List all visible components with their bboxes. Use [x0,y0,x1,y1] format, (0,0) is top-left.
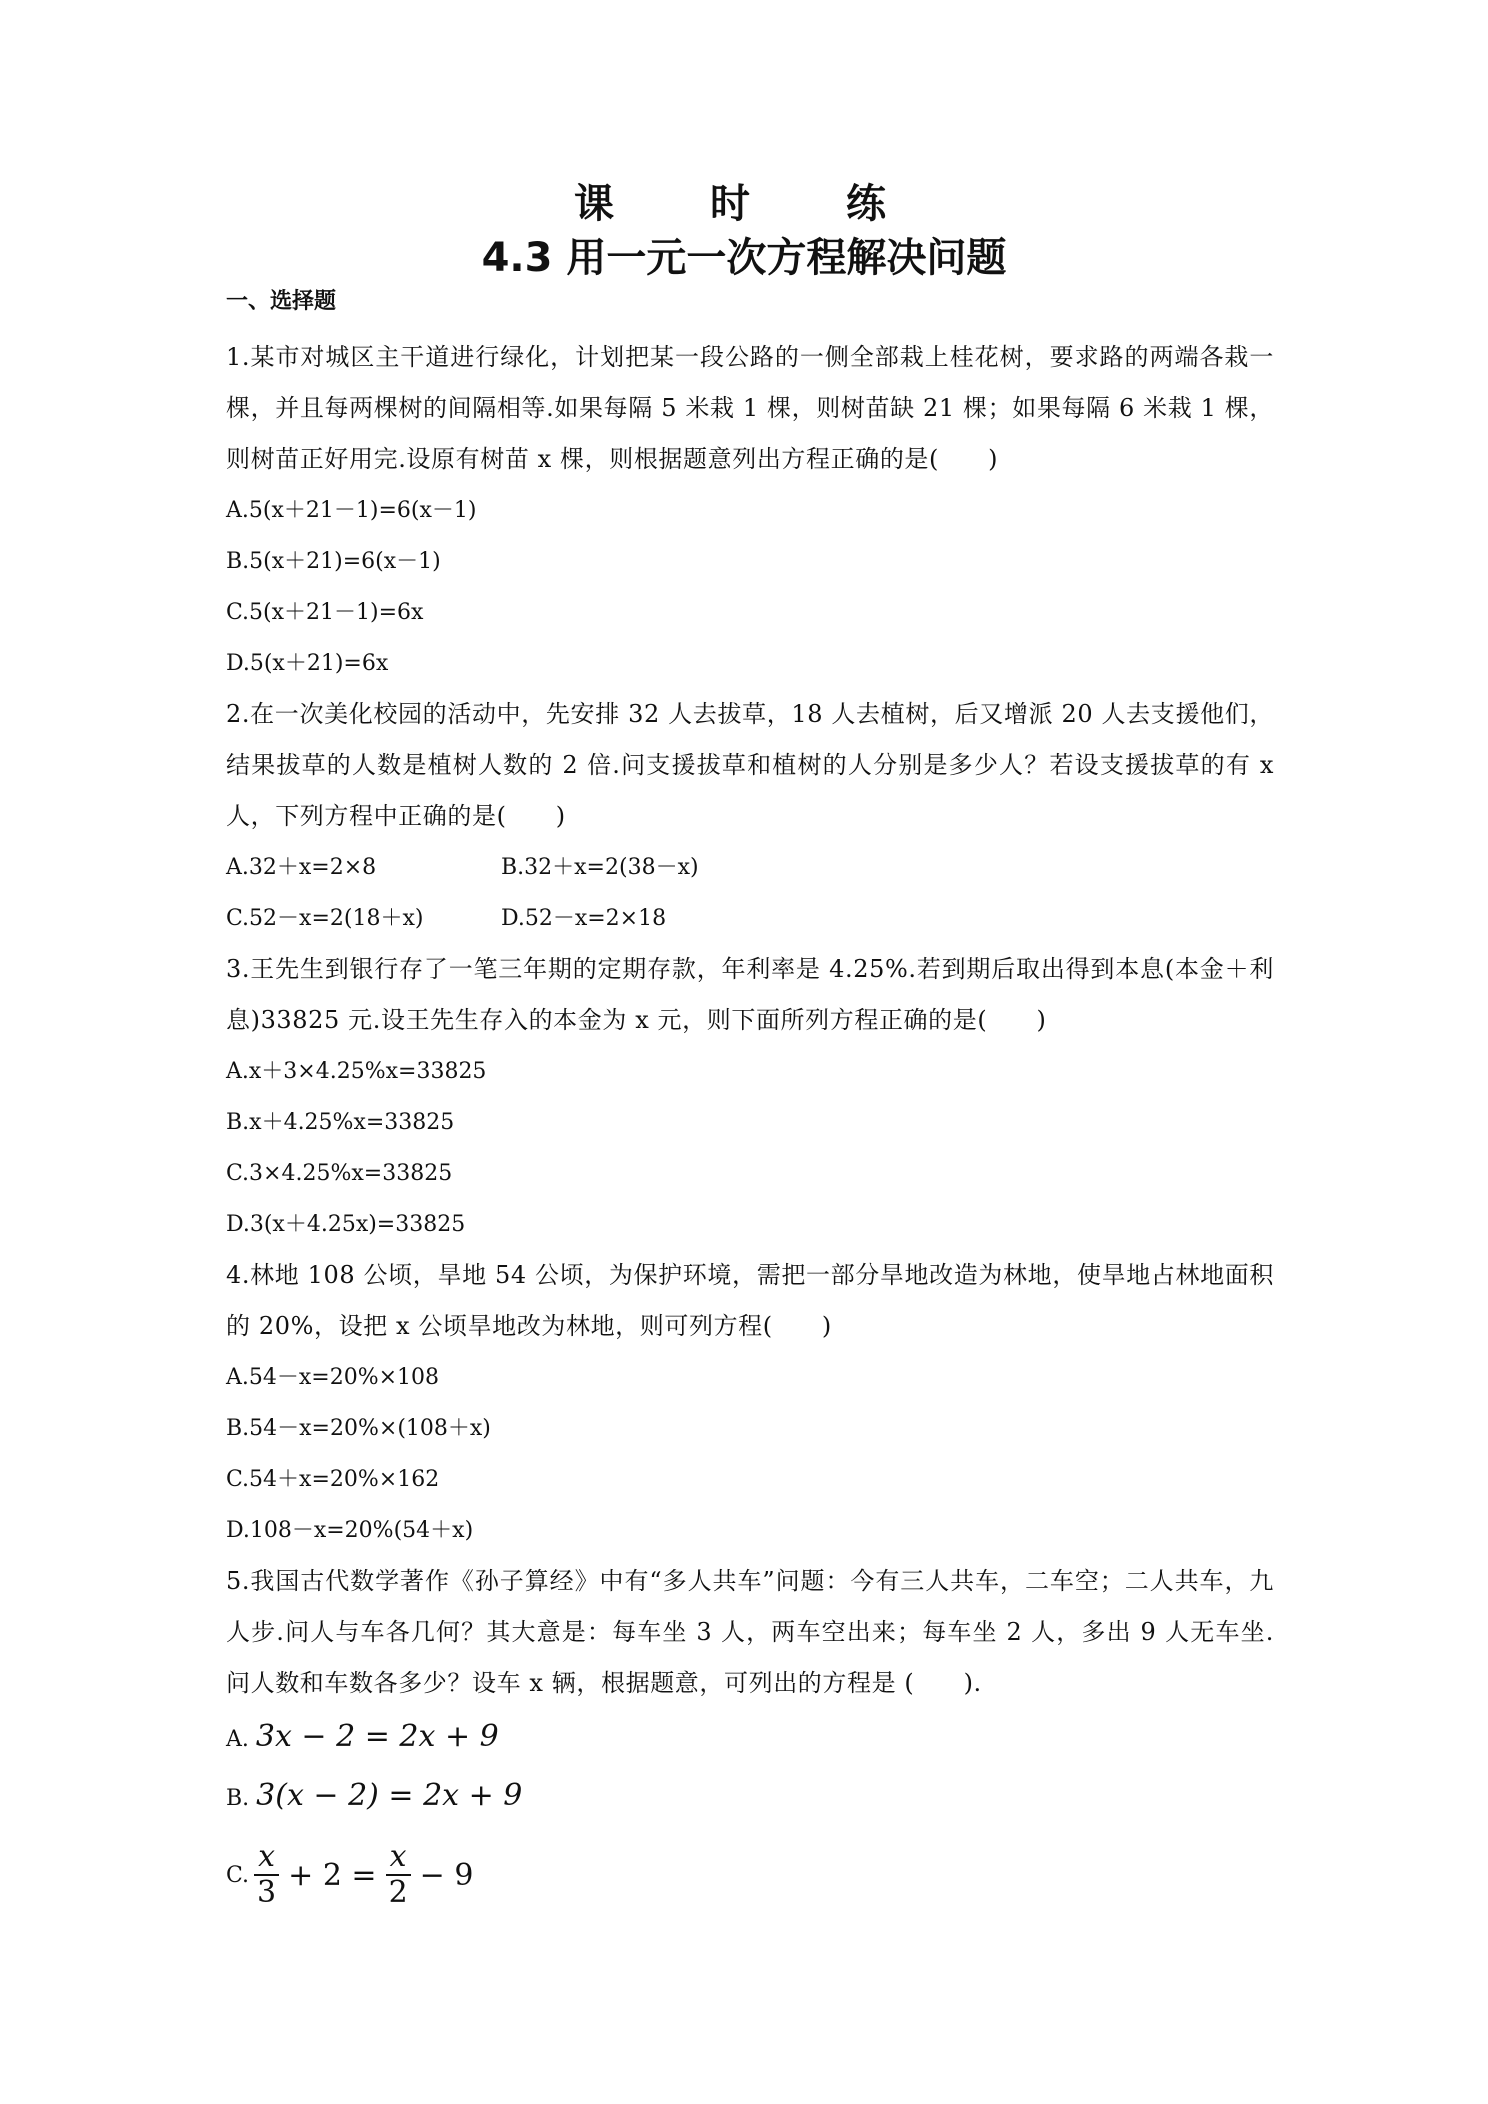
question-4 [226,1250,1274,1556]
option-a: A.54－x=20%×108 [226,1365,440,1390]
option-c: C.52－x=2(18＋x) [226,906,424,931]
option-d: D.5(x＋21)=6x [226,651,389,676]
option-b [226,1768,1274,1827]
fraction-numerator: x [386,1840,411,1876]
option-row [226,842,1274,893]
fraction [385,1840,412,1910]
option-a: A.5(x＋21－1)=6(x－1) [226,498,477,523]
option-a: A.32＋x=2×8 [226,855,377,880]
option-equation: 3(x − 2) = 2x + 9 [256,1778,523,1813]
section-heading: 一、选择题 [226,289,337,314]
question-stem: 3.王先生到银行存了一笔三年期的定期存款，年利率是 4.25%.若到期后取出得到本息(本金＋利息)33825 元.设王先生存入的本金为 x 元，则下面所列方程正确的是( ) [226,955,1274,1034]
option-b: B.x＋4.25%x=33825 [226,1110,455,1135]
question-2 [226,689,1274,944]
equation-middle: + 2 = [288,1857,377,1893]
option-equation: 3x − 2 = 2x + 9 [255,1719,499,1754]
question-list [226,332,1274,1921]
question-stem: 2.在一次美化校园的活动中，先安排 32 人去拔草，18 人去植树，后又增派 20 人去支援他们，结果拔草的人数是植树人数的 2 倍.问支援拔草和植树的人分别是多少人？若设支援拔草的有 x 人，下列方程中正确的是( ) [226,700,1274,830]
option-d: D.108－x=20%(54＋x) [226,1518,474,1543]
option-a [226,1709,1274,1768]
lesson-title: 4.3 用一元一次方程解决问题 [481,235,1007,281]
question-3 [226,944,1274,1250]
fraction-denominator: 2 [388,1875,408,1910]
option-label: C. [226,1862,250,1888]
question-1 [226,332,1274,689]
fraction [253,1840,280,1910]
question-5 [226,1556,1274,1921]
question-stem: 1.某市对城区主干道进行绿化，计划把某一段公路的一侧全部栽上桂花树，要求路的两端各栽一棵，并且每两棵树的间隔相等.如果每隔 5 米栽 1 棵，则树苗缺 21 棵；如果每隔 6 米栽 1 棵，则树苗正好用完.设原有树苗 x 棵，则根据题意列出方程正确的是( ) [226,343,1274,473]
fraction-denominator: 3 [257,1875,277,1910]
option-b: B.54－x=20%×(108＋x) [226,1416,491,1441]
question-stem: 5.我国古代数学著作《孙子算经》中有“多人共车”问题：今有三人共车，二车空；二人共车，九人步.问人与车各几何？其大意是：每车坐 3 人，两车空出来；每车坐 2 人，多出 9 人无车坐. 问人数和车数各多少？设车 x 辆，根据题意，可列出的方程是 ( ). [226,1567,1274,1697]
option-c: C.3×4.25%x=33825 [226,1161,453,1186]
option-row [226,893,1274,944]
option-label: B. [226,1786,250,1811]
option-c: C.5(x＋21－1)=6x [226,600,424,625]
equation-tail: − 9 [419,1857,474,1893]
option-d: D.3(x＋4.25x)=33825 [226,1212,466,1237]
page-title: 课 时 练 [574,181,914,227]
option-a: A.x＋3×4.25%x=33825 [226,1059,487,1084]
option-label: A. [226,1727,249,1752]
option-c [226,1829,1274,1921]
fraction-numerator: x [254,1840,279,1876]
question-stem: 4.林地 108 公顷，旱地 54 公顷，为保护环境，需把一部分旱地改造为林地，使旱地占林地面积的 20%，设把 x 公顷旱地改为林地，则可列方程( ) [226,1261,1274,1340]
option-d: D.52－x=2×18 [501,906,667,931]
option-b: B.5(x＋21)=6(x－1) [226,549,441,574]
option-b: B.32＋x=2(38－x) [501,855,699,880]
option-c: C.54＋x=20%×162 [226,1467,440,1492]
